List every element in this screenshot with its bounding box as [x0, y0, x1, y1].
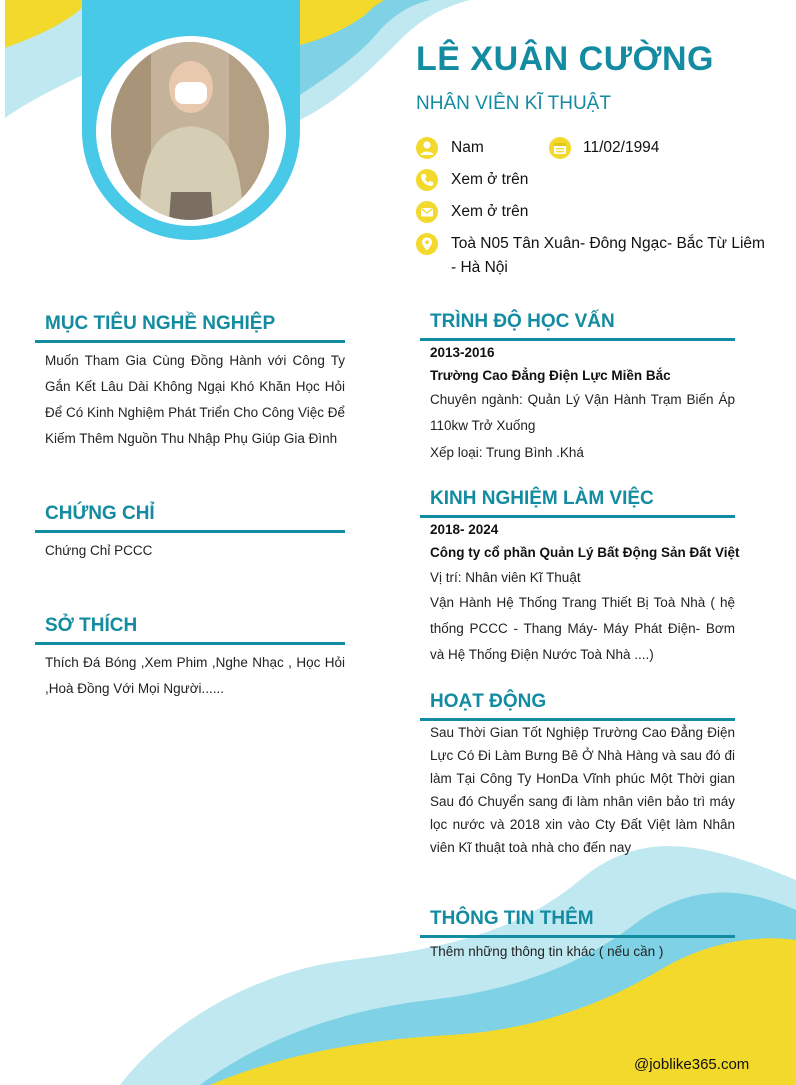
calendar-icon [549, 137, 571, 159]
activities-heading: HOẠT ĐỘNG [430, 691, 547, 712]
person-avatar-icon [111, 42, 269, 220]
job-title: NHÂN VIÊN KĨ THUẬT [416, 93, 611, 114]
phone-icon [416, 169, 438, 191]
hobbies-heading: SỞ THÍCH [45, 615, 138, 636]
email: Xem ở trên [451, 203, 529, 220]
section-divider [420, 935, 735, 938]
location-icon [416, 233, 438, 255]
section-divider [35, 530, 345, 533]
experience-company: Công ty cổ phần Quản Lý Bất Động Sản Đất Việt [430, 545, 740, 560]
phone: Xem ở trên [451, 171, 529, 188]
section-divider [420, 338, 735, 341]
address-line-2: - Hà Nội [451, 259, 508, 276]
additional-info-heading: THÔNG TIN THÊM [430, 908, 594, 929]
user-icon [416, 137, 438, 159]
activities-text: Sau Thời Gian Tốt Nghiệp Trường Cao Đẳng Điện Lực Có Đi Làm Bưng Bê Ở Nhà Hàng và sau đó đi làm Tại Công Ty HonDa Vĩnh phúc Một Thời gian Sau đó Chuyển sang đi làm nhân viên bảo trì máy lọc nước và 2018 xin vào Cty Đất Việt làm Nhân viên Kĩ thuật toà nhà cho đến nay [430, 725, 735, 855]
address-line-1: Toà N05 Tân Xuân- Đông Ngạc- Bắc Từ Liêm [451, 235, 765, 252]
section-divider [420, 515, 735, 518]
section-divider [35, 340, 345, 343]
experience-position: Vị trí: Nhân viên Kĩ Thuật [430, 570, 581, 585]
section-divider [35, 642, 345, 645]
hobbies-text: Thích Đá Bóng ,Xem Phim ,Nghe Nhạc , Học Hỏi ,Hoà Đồng Với Mọi Người...... [45, 655, 345, 696]
gender: Nam [451, 139, 484, 156]
birthdate: 11/02/1994 [583, 139, 660, 156]
additional-info-text: Thêm những thông tin khác ( nếu cần ) [430, 944, 664, 959]
candidate-name: LÊ XUÂN CƯỜNG [416, 40, 714, 78]
certificates-text: Chứng Chỉ PCCC [45, 543, 153, 558]
experience-period: 2018- 2024 [430, 522, 499, 537]
profile-photo [111, 42, 269, 220]
education-period: 2013-2016 [430, 345, 495, 360]
career-objective-text: Muốn Tham Gia Cùng Đồng Hành với Công Ty Gắn Kết Lâu Dài Không Ngại Khó Khăn Học Hỏi Để Có Kinh Nghiệm Phát Triển Cho Công Việc Để Kiếm Thêm Nguồn Thu Nhập Phụ Giúp Gia Đình [45, 353, 345, 446]
education-grade: Xếp loại: Trung Bình .Khá [430, 445, 584, 460]
education-school: Trường Cao Đẳng Điện Lực Miền Bắc [430, 368, 671, 383]
career-objective-heading: MỤC TIÊU NGHỀ NGHIỆP [45, 313, 276, 334]
mail-icon [416, 201, 438, 223]
education-major: Chuyên ngành: Quản Lý Vận Hành Trạm Biến Áp 110kw Trở Xuống [430, 392, 735, 433]
certificates-heading: CHỨNG CHỈ [45, 503, 155, 524]
experience-description: Vận Hành Hệ Thống Trang Thiết Bị Toà Nhà ( hệ thống PCCC - Thang Máy- Máy Phát Điện- Bơm và Hệ Thống Điện Nước Toà Nhà ....) [430, 595, 735, 662]
site-watermark: @joblike365.com [634, 1056, 750, 1073]
experience-heading: KINH NGHIỆM LÀM VIỆC [430, 488, 654, 509]
education-heading: TRÌNH ĐỘ HỌC VẤN [430, 311, 615, 332]
